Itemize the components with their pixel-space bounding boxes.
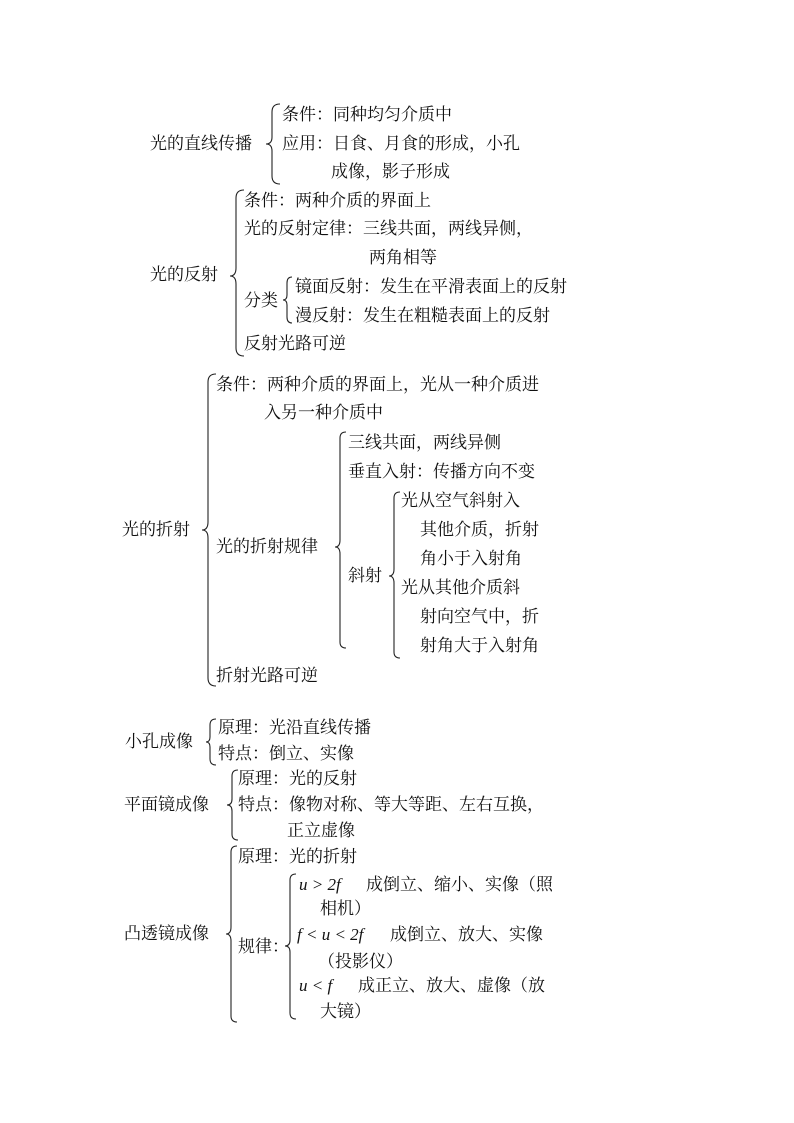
convex-rule1-text-line2: 相机）	[320, 899, 371, 919]
convex-rule3-text-line1: 成正立、放大、虚像（放	[358, 976, 545, 996]
convex-rule1-condition: u > 2f	[299, 875, 341, 894]
brace-reflection-classify	[283, 277, 292, 323]
brace-rectilinear	[266, 104, 280, 184]
refraction-air-to-other-line3: 角小于入射角	[420, 549, 522, 569]
pinhole-principle: 原理：光沿直线传播	[218, 718, 371, 738]
plane-mirror-feature-line2: 正立虚像	[287, 821, 355, 841]
reflection-title: 光的反射	[150, 265, 218, 285]
brace-refraction-law	[335, 432, 346, 648]
refraction-condition-line1: 条件：两种介质的界面上，光从一种介质进	[216, 375, 539, 395]
refraction-title: 光的折射	[122, 520, 190, 540]
brace-convex-lens	[226, 846, 237, 1022]
reflection-mirror: 镜面反射：发生在平滑表面上的反射	[295, 277, 567, 297]
refraction-other-to-air-line1: 光从其他介质斜	[401, 578, 520, 598]
rectilinear-application-line1: 应用：日食、月食的形成，小孔	[282, 134, 520, 154]
refraction-air-to-other-line1: 光从空气斜射入	[401, 491, 520, 511]
pinhole-title: 小孔成像	[125, 732, 193, 752]
convex-rule2-text-line1: 成倒立、放大、实像	[390, 925, 543, 945]
reflection-law-line1: 光的反射定律：三线共面，两线异侧，	[244, 219, 533, 239]
plane-mirror-title: 平面镜成像	[124, 795, 209, 815]
brace-refraction-oblique	[389, 492, 400, 658]
refraction-oblique-label: 斜射	[348, 566, 382, 586]
convex-rule3-text-line2: 大镜）	[320, 1002, 371, 1022]
brace-reflection	[230, 190, 244, 356]
convex-lens-principle: 原理：光的折射	[238, 847, 357, 867]
convex-lens-rule-label: 规律：	[238, 937, 289, 957]
brace-plane-mirror	[227, 770, 238, 840]
refraction-perpendicular: 垂直入射：传播方向不变	[348, 462, 535, 482]
pinhole-feature: 特点：倒立、实像	[218, 744, 354, 764]
brace-pinhole	[206, 719, 216, 765]
reflection-condition: 条件：两种介质的界面上	[244, 191, 431, 211]
refraction-condition-line2: 入另一种介质中	[264, 403, 383, 423]
refraction-law-label: 光的折射规律	[216, 537, 318, 557]
refraction-other-to-air-line2: 射向空气中，折	[420, 607, 539, 627]
plane-mirror-principle: 原理：光的反射	[238, 769, 357, 789]
refraction-reversible: 折射光路可逆	[216, 666, 318, 686]
rectilinear-title: 光的直线传播	[150, 134, 252, 154]
rectilinear-condition: 条件：同种均匀介质中	[282, 105, 452, 125]
refraction-air-to-other-line2: 其他介质，折射	[420, 520, 539, 540]
convex-rule3-condition: u < f	[299, 976, 333, 995]
convex-rule2-text-line2: （投影仪）	[318, 952, 403, 972]
reflection-reversible: 反射光路可逆	[244, 334, 346, 354]
reflection-diffuse: 漫反射：发生在粗糙表面上的反射	[295, 306, 550, 326]
rectilinear-application-line2: 成像，影子形成	[331, 162, 450, 182]
plane-mirror-feature-line1: 特点：像物对称、等大等距、左右互换，	[238, 795, 544, 815]
refraction-coplanar: 三线共面，两线异侧	[348, 433, 501, 453]
reflection-classify-label: 分类	[244, 291, 278, 311]
refraction-other-to-air-line3: 射角大于入射角	[420, 636, 539, 656]
convex-rule1-text-line1: 成倒立、缩小、实像（照	[366, 875, 553, 895]
brace-refraction	[202, 374, 216, 686]
convex-lens-title: 凸透镜成像	[124, 924, 209, 944]
reflection-law-line2: 两角相等	[369, 248, 437, 268]
convex-rule2-condition: f < u < 2f	[297, 925, 364, 944]
